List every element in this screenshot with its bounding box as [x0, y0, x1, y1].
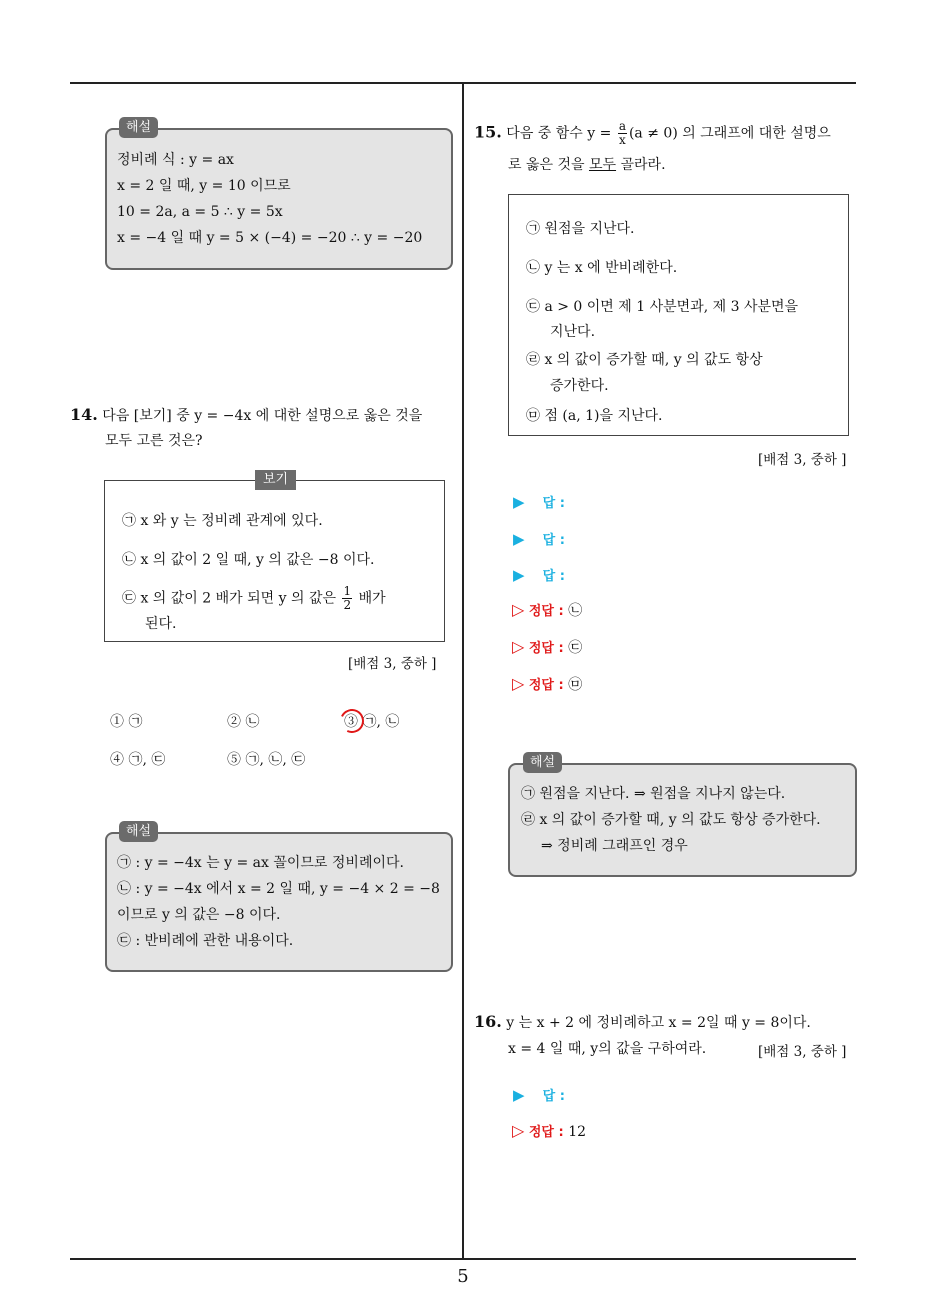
question-16-number: 16.: [474, 1012, 502, 1031]
question-16-line-2: x = 4 일 때, y의 값을 구하여라.: [508, 1041, 707, 1057]
correct-label: 정답 :: [528, 641, 564, 656]
question-14-fraction: [342, 585, 352, 612]
answer-label: 답 :: [542, 1089, 565, 1104]
question-15-fraction-num: a: [618, 119, 626, 133]
question-15-text-1b: (a ≠ 0) 의 그래프에 대한 설명으: [628, 125, 831, 142]
question-15-line-1: [474, 120, 831, 147]
play-triangle-icon: ▶: [513, 493, 525, 511]
question-14-fraction-den: 2: [343, 598, 352, 612]
solution-14-line-4: ㉢ : 반비례에 관한 내용이다.: [117, 933, 294, 949]
solution-13-line-1: 정비례 식 : y = ax: [117, 152, 234, 168]
question-15-text-2b: 골라라.: [616, 157, 666, 173]
answer-label: 답 :: [542, 569, 565, 584]
question-15-number: 15.: [474, 122, 502, 142]
correct-value: ㉢: [568, 640, 583, 656]
question-14-choice-5[interactable]: ⑤ ㉠, ㉡, ㉢: [227, 752, 306, 768]
outline-triangle-icon: ▷: [512, 600, 525, 619]
solution-14-line-2: ㉡ : y = −4x 에서 x = 2 일 때, y = −4 × 2 = −8: [117, 881, 440, 897]
solution-13-line-2: x = 2 일 때, y = 10 이므로: [117, 178, 291, 194]
question-15-answer-row-2[interactable]: [513, 529, 565, 548]
question-16-line-1: [474, 1012, 811, 1033]
question-16-score: [배점 3, 중하 ]: [758, 1044, 847, 1060]
question-14-score: [배점 3, 중하 ]: [348, 656, 437, 672]
question-15-fraction: [618, 120, 627, 147]
question-14-fraction-num: 1: [343, 584, 352, 598]
question-14-number: 14.: [70, 405, 98, 424]
question-14-choice-1[interactable]: ① ㉠: [110, 714, 143, 730]
question-14-item-3-cont: 된다.: [145, 616, 177, 632]
question-15-item-1: ㉠ 원점을 지난다.: [526, 221, 635, 237]
question-15-item-2: ㉡ y 는 x 에 반비례한다.: [526, 260, 678, 276]
answer-label: 답 :: [542, 533, 565, 548]
question-15-text-2u: 모두: [588, 157, 617, 173]
correct-label: 정답 :: [528, 678, 564, 693]
question-14-choice-3[interactable]: ③ ㉠, ㉡: [344, 714, 400, 730]
play-triangle-icon: ▶: [513, 566, 525, 584]
question-16-correct-row: [512, 1121, 586, 1140]
correct-value: ㉤: [568, 677, 583, 693]
column-divider: [462, 83, 464, 1258]
answer-label: 답 :: [542, 496, 565, 511]
question-15-text-2a: 로 옳은 것을: [508, 157, 589, 173]
bottom-rule: [70, 1258, 856, 1260]
solution-15-line-2: ㉣ x 의 값이 증가할 때, y 의 값도 항상 증가한다.: [521, 812, 821, 828]
outline-triangle-icon: ▷: [512, 674, 525, 693]
outline-triangle-icon: ▷: [512, 637, 525, 656]
question-14-bogi-tag: 보기: [255, 470, 296, 490]
play-triangle-icon: ▶: [513, 530, 525, 548]
question-14-item-2: ㉡ x 의 값이 2 일 때, y 의 값은 −8 이다.: [122, 552, 375, 568]
play-triangle-icon: ▶: [513, 1086, 525, 1104]
question-15-correct-row-1: [512, 600, 582, 620]
question-15-fraction-den: x: [619, 133, 626, 147]
question-14-choice-4[interactable]: ④ ㉠, ㉢: [110, 752, 166, 768]
outline-triangle-icon: ▷: [512, 1121, 525, 1140]
question-14-text-1: 다음 [보기] 중 y = −4x 에 대한 설명으로 옳은 것을: [102, 408, 423, 424]
solution-13-line-3: 10 = 2a, a = 5 ∴ y = 5x: [117, 204, 283, 220]
question-15-answer-row-3[interactable]: [513, 565, 565, 584]
correct-value: 12: [568, 1124, 587, 1140]
solution-13-tag: 해설: [119, 117, 158, 138]
solution-15-line-3: ⇒ 정비례 그래프인 경우: [541, 838, 688, 854]
solution-15-line-1: ㉠ 원점을 지난다. ⇒ 원점을 지나지 않는다.: [521, 786, 786, 802]
solution-15-tag: 해설: [523, 752, 562, 773]
question-15-text-1a: 다음 중 함수 y =: [506, 125, 612, 142]
question-14-line-2: 모두 고른 것은?: [105, 433, 203, 449]
page-number: 5: [457, 1266, 469, 1287]
question-16-text-1: y 는 x + 2 에 정비례하고 x = 2일 때 y = 8이다.: [506, 1015, 811, 1031]
question-15-item-3: ㉢ a > 0 이면 제 1 사분면과, 제 3 사분면을: [526, 299, 799, 315]
solution-13-line-4: x = −4 일 때 y = 5 × (−4) = −20 ∴ y = −20: [117, 230, 423, 246]
solution-14-line-1: ㉠ : y = −4x 는 y = ax 꼴이므로 정비례이다.: [117, 855, 404, 871]
correct-label: 정답 :: [528, 1125, 564, 1140]
question-15-item-4-cont: 증가한다.: [550, 378, 609, 394]
question-15-item-3-cont: 지난다.: [550, 324, 596, 340]
question-15-score: [배점 3, 중하 ]: [758, 452, 847, 468]
question-14-item-3-text: ㉢ x 의 값이 2 배가 되면 y 의 값은: [122, 590, 337, 607]
question-14-item-3-tail: 배가: [358, 590, 386, 607]
question-14-line-1: [70, 405, 422, 426]
correct-value: ㉡: [568, 603, 583, 619]
question-14-item-1: ㉠ x 와 y 는 정비례 관계에 있다.: [122, 513, 323, 529]
question-15-correct-row-2: [512, 637, 582, 657]
question-15-item-4: ㉣ x 의 값이 증가할 때, y 의 값도 항상: [526, 352, 763, 368]
correct-label: 정답 :: [528, 604, 564, 619]
question-15-line-2: [508, 155, 666, 175]
question-15-item-5: ㉤ 점 (a, 1)을 지난다.: [526, 408, 663, 424]
question-15-correct-row-3: [512, 674, 582, 694]
question-16-answer-row[interactable]: [513, 1085, 565, 1104]
question-15-answer-row-1[interactable]: [513, 492, 565, 511]
solution-14-line-3: 이므로 y 의 값은 −8 이다.: [117, 907, 281, 923]
question-14-item-3: [122, 585, 386, 612]
question-14-choice-2[interactable]: ② ㉡: [227, 714, 260, 730]
solution-14-tag: 해설: [119, 821, 158, 842]
